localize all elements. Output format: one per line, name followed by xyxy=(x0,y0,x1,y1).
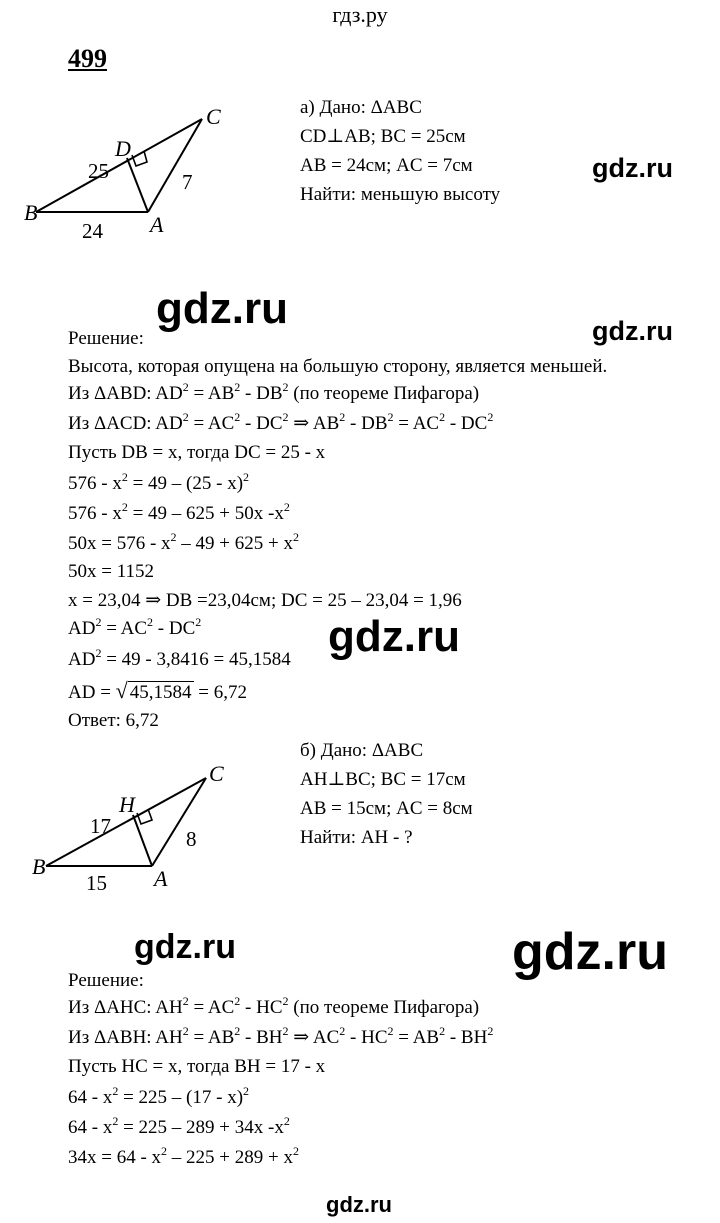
given-b-3: AB = 15см; AC = 8см xyxy=(300,798,473,819)
watermark-4: gdz.ru xyxy=(328,612,460,661)
given-a-2: CD⊥AB; BC = 25см xyxy=(300,126,466,147)
step-a-2: Из ΔABD: $AD^2 = AB^2 - DB^2$ (по теореме Пифагора) xyxy=(68,380,480,404)
step-a-7: $50x = 576 - x^2 - 49 + 625 + x^2$ xyxy=(68,530,299,554)
step-a-8: 50x = 1152 xyxy=(68,561,155,582)
given-a-4: Найти: меньшую высоту xyxy=(300,184,501,205)
label-25-a: 25 xyxy=(88,159,109,183)
label-17-b: 17 xyxy=(90,814,111,838)
step-a-10: $AD^2 = AC^2 - DC^2$ xyxy=(68,615,202,639)
figure-b-lines xyxy=(46,778,206,866)
label-c-b: C xyxy=(209,761,224,786)
right-angle-mark-a xyxy=(132,151,147,166)
right-angle-mark-b xyxy=(137,809,152,824)
step-b-2: Из ΔABH: $AH^2 = AB^2 - BH^2$ ⇒ $AC^2 - HC^2 = AB^2 - BH^2$ xyxy=(68,1024,494,1048)
label-b-a: B xyxy=(24,200,38,225)
label-7-a: 7 xyxy=(182,170,193,194)
label-c-a: C xyxy=(206,104,221,129)
step-b-4: $64 - x^2 = 225 - (17 - x)^2$ xyxy=(68,1084,250,1108)
label-b-b: B xyxy=(32,854,46,879)
solution-label-b: Решение: xyxy=(68,970,144,991)
side-ac-b xyxy=(152,778,206,866)
step-a-4: Пусть DB = x, тогда DC = 25 - x xyxy=(68,442,326,463)
label-a-a: A xyxy=(150,212,164,237)
step-b-6: $34x = 64 - x^2 - 225 + 289 + x^2$ xyxy=(68,1144,299,1168)
given-a-3: AB = 24см; AC = 7см xyxy=(300,155,473,176)
site-header: гдз.ру xyxy=(332,2,388,27)
label-8-b: 8 xyxy=(186,827,197,851)
step-a-6: $576 - x^2 = 49 - 625 + 50x$ $-x^2$ xyxy=(68,500,290,524)
figure-a-lines xyxy=(36,119,202,212)
altitude-ah-b xyxy=(133,815,152,866)
step-a-5: $576 - x^2 = 49 - (25 - x)^2$ xyxy=(68,470,250,494)
step-a-12: AD = √ 45,1584 = 6,72 xyxy=(68,678,247,703)
watermark-2: gdz.ru xyxy=(156,284,288,333)
watermark-6: gdz.ru xyxy=(512,923,668,981)
given-b-1: б) Дано: ΔABC xyxy=(300,740,424,761)
altitude-cd-a xyxy=(127,158,148,212)
watermark-7: gdz.ru xyxy=(326,1192,392,1217)
side-ac-a xyxy=(148,119,202,212)
problem-number: 499 xyxy=(68,44,107,73)
step-b-3: Пусть HC = x, тогда BH = 17 - x xyxy=(68,1056,326,1077)
side-bc-a xyxy=(36,119,202,212)
step-a-11: $AD^2 = 49 - 3,8416 = 45,1584$ xyxy=(68,646,291,670)
label-15-b: 15 xyxy=(86,871,107,895)
step-a-3: Из ΔACD: $AD^2 = AC^2 - DC^2$ ⇒ $AB^2 - DB^2 = AC^2 - DC^2$ xyxy=(68,410,494,434)
sqrt-symbol: √ xyxy=(115,678,128,703)
given-b-2: AH⊥BC; BC = 17см xyxy=(300,769,466,790)
label-a-b: A xyxy=(154,866,168,891)
watermark-1: gdz.ru xyxy=(592,153,673,183)
solution-label-a: Решение: xyxy=(68,328,144,349)
label-24-a: 24 xyxy=(82,219,103,243)
step-b-5: $64 - x^2 = 225 - 289 + 34x$ $-x^2$ xyxy=(68,1114,290,1138)
side-bc-b xyxy=(46,778,206,866)
step-a-9: x = 23,04 ⇒ DB =23,04см; DC = 25 – 23,04 = 1,96 xyxy=(68,590,462,611)
label-h-b: H xyxy=(119,792,135,817)
given-a-1: а) Дано: ΔABC xyxy=(300,97,422,118)
step-b-1: Из ΔAHC: $AH^2 = AC^2 - HC^2$ (по теореме Пифагора) xyxy=(68,994,480,1018)
step-a-1: Высота, которая опущена на большую сторону, является меньшей. xyxy=(68,356,608,377)
answer-a: Ответ: 6,72 xyxy=(68,710,159,731)
watermark-5: gdz.ru xyxy=(134,928,236,966)
watermark-3: gdz.ru xyxy=(592,316,673,346)
given-b-4: Найти: AH - ? xyxy=(300,827,413,848)
label-d-a: D xyxy=(115,136,131,161)
